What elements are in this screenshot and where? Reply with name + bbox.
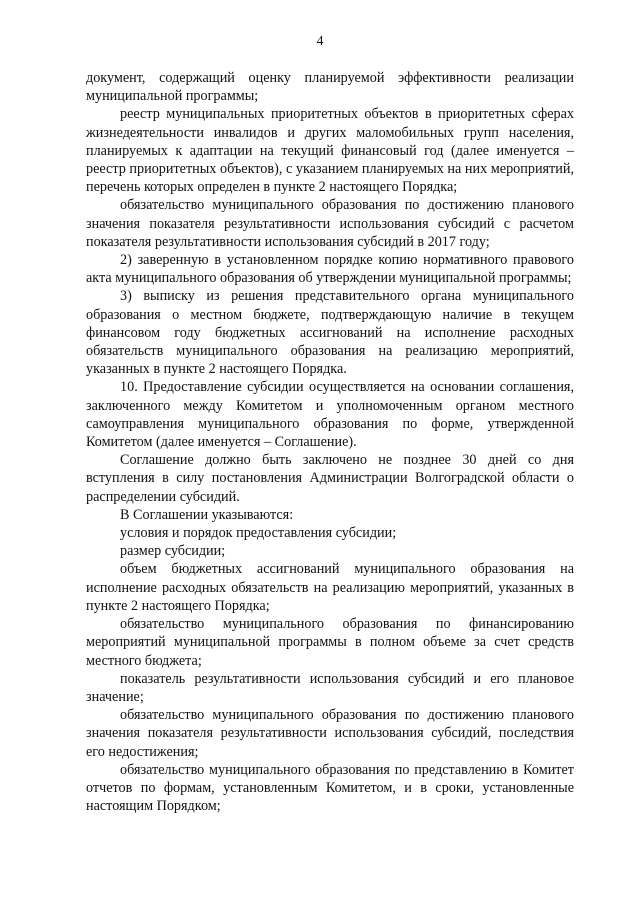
paragraph-reporting-obligation: обязательство муниципального образования по представлению в Комитет отчетов по формам, установленным Комитетом, и в сроки, установленные настоящим Порядком; <box>86 761 574 815</box>
document-body <box>86 69 574 815</box>
page-number: 4 <box>316 34 324 49</box>
paragraph-evaluation-document: документ, содержащий оценку планируемой эффективности реализации муниципальной программы; <box>86 70 574 105</box>
paragraph-conditions: условия и порядок предоставления субсидии; <box>120 525 397 542</box>
paragraph-budget-extract: 3) выписку из решения представительного органа муниципального образования о местном бюджете, подтверждающую наличие в текущем финансовом году бюджетных ассигнований на исполнение расходных обязательств муниципального образования на реализацию мероприятий, указанных в пункте 2 настоящего Порядка. <box>86 288 574 378</box>
paragraph-financing-obligation: обязательство муниципального образования по финансированию мероприятий муниципальной программы в полном объеме за счет средств местного бюджета; <box>86 616 574 669</box>
paragraph-effectiveness-indicator: показатель результативности использования субсидий и его плановое значение; <box>86 670 574 705</box>
paragraph-budget-allocations: объем бюджетных ассигнований муниципального образования на исполнение расходных обязательств на реализацию мероприятий, указанных в пункте 2 настоящего Порядка; <box>86 561 574 614</box>
paragraph-subsidy-size: размер субсидии; <box>120 543 226 560</box>
paragraph-certified-copy: 2) заверенную в установленном порядке копию нормативного правового акта муниципального образования об утверждении муниципальной программы; <box>86 252 574 287</box>
paragraph-agreement-contents-heading: В Соглашении указываются: <box>120 506 294 523</box>
paragraph-indicator-obligation: обязательство муниципального образования по достижению планового значения показателя результативности использования субсидий с расчетом показателя результативности использования субсидий в 2017 году; <box>86 197 574 250</box>
paragraph-priority-registry: реестр муниципальных приоритетных объектов в приоритетных сферах жизнедеятельности инвалидов и других маломобильных групп населения, планируемых к адаптации на текущий финансовый год (далее именуется – реестр приоритетных объектов), с указанием планируемых на них мероприятий, перечень которых определен в пункте 2 настоящего Порядка; <box>86 106 574 196</box>
paragraph-achievement-obligation: обязательство муниципального образования по достижению планового значения показателя результативности использования субсидий, последствия его недостижения; <box>86 707 574 760</box>
paragraph-agreement-deadline: Соглашение должно быть заключено не позднее 30 дней со дня вступления в силу постановления Администрации Волгоградской области о распределении субсидий. <box>86 452 574 505</box>
paragraph-subsidy-provision: 10. Предоставление субсидии осуществляется на основании соглашения, заключенного между Комитетом и уполномоченным органом местного самоуправления муниципального образования по форме, утвержденной Комитетом (далее именуется – Соглашение). <box>86 379 574 451</box>
